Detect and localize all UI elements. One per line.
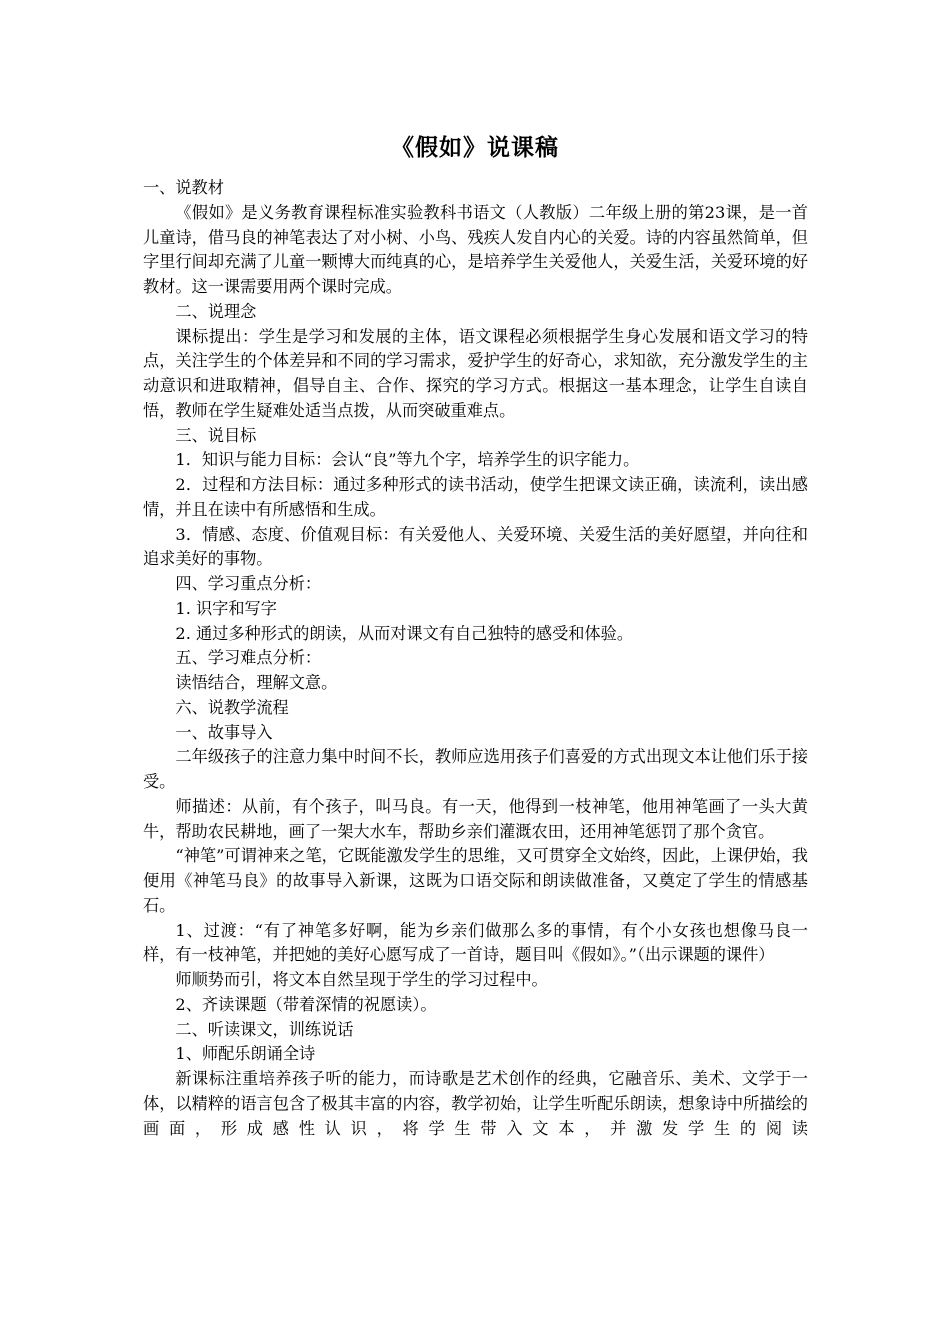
list-item: 3．情感、态度、价值观目标：有关爱他人、关爱环境、关爱生活的美好愿望，并向往和追求美好的事物。 <box>143 524 808 569</box>
paragraph: 师描述：从前，有个孩子，叫马良。有一天，他得到一枝神笔，他用神笔画了一头大黄牛，帮助农民耕地，画了一架大水车，帮助乡亲们灌溉农田，还用神笔惩罚了那个贪官。 <box>143 796 808 841</box>
section-heading: 五、学习难点分析： <box>175 648 322 668</box>
list-item: 1. 识字和写字 <box>175 598 277 618</box>
paragraph: 师顺势而引，将文本自然呈现于学生的学习过程中。 <box>175 970 548 989</box>
document-body <box>143 176 808 1141</box>
paragraph: 二年级孩子的注意力集中时间不长，教师应选用孩子们喜爱的方式出现文本让他们乐于接受。 <box>143 747 808 791</box>
paragraph: 新课标注重培养孩子听的能力，而诗歌是艺术创作的经典，它融音乐、美术、文学于一体，以精粹的语言包含了极其丰富的内容，教学初始，让学生听配乐朗读，想象诗中所描绘的画面，形成感性认识，将学生带入文本，并激发学生的阅读 <box>143 1069 808 1138</box>
paragraph: 2、齐读课题（带着深情的祝愿读）。 <box>175 994 437 1014</box>
subsection-heading: 一、故事导入 <box>175 722 273 742</box>
section-heading: 一、说教材 <box>143 178 224 197</box>
paragraph: 读悟结合，理解文意。 <box>175 673 338 692</box>
list-item: 2．过程和方法目标：通过多种形式的读书活动，使学生把课文读正确，读流利，读出感情，并且在读中有所感悟和生成。 <box>143 475 808 519</box>
paragraph: 1、过渡：“有了神笔多好啊，能为乡亲们做那么多的事情，有个小女孩也想像马良一样，有一枝神笔，并把她的美好心愿写成了一首诗，题目叫《假如》。”（出示课题的课件） <box>143 920 808 965</box>
section-heading: 二、说理念 <box>175 301 257 321</box>
paragraph: 1、师配乐朗诵全诗 <box>175 1044 316 1064</box>
page-title: 《假如》说课稿 <box>391 135 559 161</box>
section-heading: 六、说教学流程 <box>175 697 289 717</box>
paragraph: 《假如》是义务教育课程标准实验教科书语文（人教版）二年级上册的第23课，是一首儿童诗，借马良的神笔表达了对小树、小鸟、残疾人发自内心的关爱。诗的内容虽然简单，但字里行间却充满了儿童一颗博大而纯真的心，是培养学生关爱他人，关爱生活，关爱环境的好教材。这一课需要用两个课时完成。 <box>143 202 808 296</box>
list-item: 2. 通过多种形式的朗读，从而对课文有自己独特的感受和体验。 <box>175 623 634 643</box>
subsection-heading: 二、听读课文，训练说话 <box>175 1019 354 1039</box>
section-heading: 三、说目标 <box>175 425 257 445</box>
paragraph: “神笔”可谓神来之笔，它既能激发学生的思维，又可贯穿全文始终，因此，上课伊始，我便用《神笔马良》的故事导入新课，这既为口语交际和朗读做准备，又奠定了学生的情感基石。 <box>143 846 808 915</box>
paragraph: 课标提出：学生是学习和发展的主体，语文课程必须根据学生身心发展和语文学习的特点，关注学生的个体差异和不同的学习需求，爱护学生的好奇心，求知欲，充分激发学生的主动意识和进取精神，倡导自主、合作、探究的学习方式。根据这一基本理念，让学生自读自悟，教师在学生疑难处适当点拨，从而突破重难点。 <box>143 326 808 420</box>
section-heading: 四、学习重点分析： <box>175 574 322 593</box>
list-item: 1．知识与能力目标：会认“良”等九个字，培养学生的识字能力。 <box>175 450 640 470</box>
